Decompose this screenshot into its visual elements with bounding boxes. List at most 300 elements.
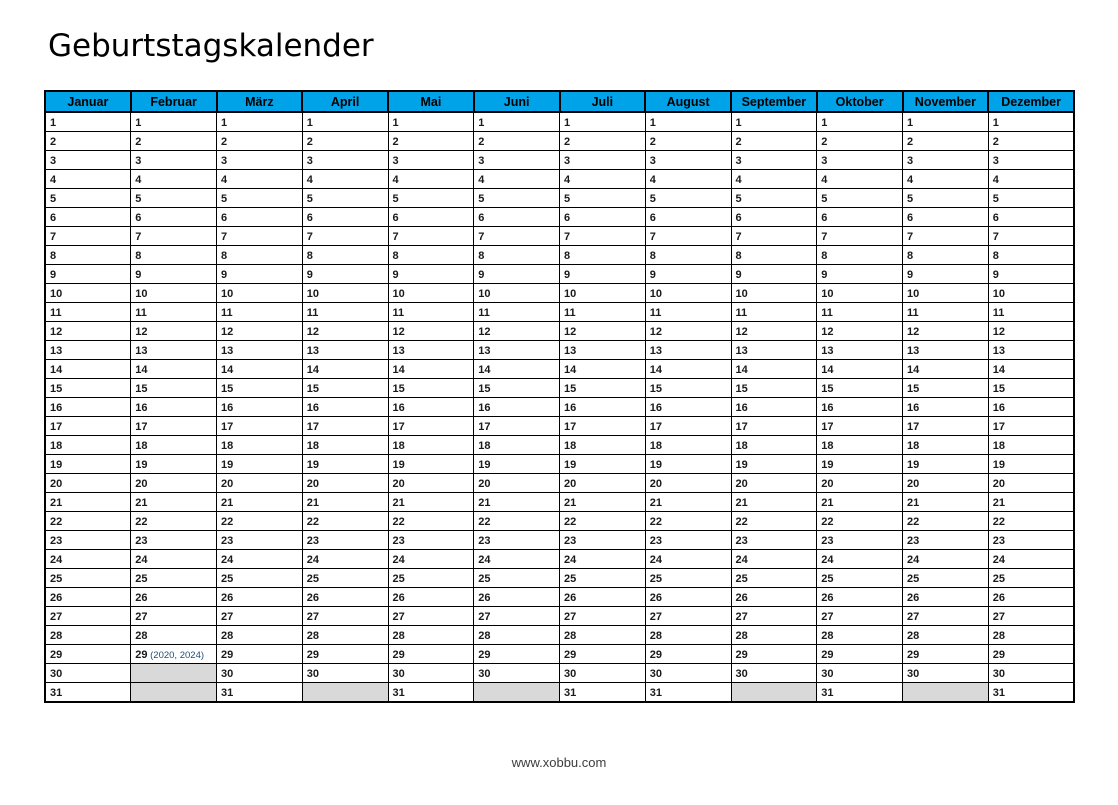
day-row-20 — [45, 474, 1074, 493]
cell-september-4 — [731, 170, 817, 189]
day-number: 15 — [564, 383, 577, 395]
cell-september-20 — [731, 474, 817, 493]
cell-februar-2 — [131, 132, 217, 151]
cell-september-2 — [731, 132, 817, 151]
month-header-juli: Juli — [560, 91, 646, 112]
day-number: 11 — [392, 307, 405, 319]
cell-august-22 — [645, 512, 731, 531]
cell-november-16 — [903, 398, 989, 417]
day-number: 31 — [392, 687, 405, 699]
day-number: 6 — [907, 212, 914, 224]
cell-august-16 — [645, 398, 731, 417]
cell-maerz-5 — [217, 189, 303, 208]
day-number: 5 — [221, 193, 228, 205]
day-number: 30 — [907, 668, 920, 680]
day-number: 17 — [992, 421, 1005, 433]
day-number: 4 — [992, 174, 999, 186]
cell-august-17 — [645, 417, 731, 436]
cell-maerz-23 — [217, 531, 303, 550]
day-number: 9 — [221, 269, 228, 281]
cell-juni-12 — [474, 322, 560, 341]
day-number: 12 — [221, 326, 234, 338]
cell-oktober-28 — [817, 626, 903, 645]
cell-mai-8 — [388, 246, 474, 265]
cell-september-17 — [731, 417, 817, 436]
cell-august-29 — [645, 645, 731, 664]
day-number: 9 — [735, 269, 742, 281]
cell-januar-30 — [45, 664, 131, 683]
cell-oktober-12 — [817, 322, 903, 341]
cell-april-8 — [302, 246, 388, 265]
day-number: 29 — [135, 649, 148, 661]
day-number: 11 — [306, 307, 319, 319]
cell-februar-4 — [131, 170, 217, 189]
cell-november-10 — [903, 284, 989, 303]
day-number: 22 — [478, 516, 491, 528]
day-number: 8 — [649, 250, 656, 262]
day-row-13 — [45, 341, 1074, 360]
cell-februar-1 — [131, 112, 217, 132]
cell-mai-18 — [388, 436, 474, 455]
day-number: 18 — [821, 440, 834, 452]
day-number: 22 — [821, 516, 834, 528]
day-number: 30 — [821, 668, 834, 680]
cell-oktober-1 — [817, 112, 903, 132]
day-number: 21 — [907, 497, 920, 509]
cell-april-30 — [302, 664, 388, 683]
cell-august-1 — [645, 112, 731, 132]
birthday-calendar-table — [44, 90, 1075, 703]
cell-april-29 — [302, 645, 388, 664]
cell-september-25 — [731, 569, 817, 588]
day-number: 10 — [821, 288, 834, 300]
day-number: 7 — [735, 231, 742, 243]
cell-dezember-12 — [988, 322, 1074, 341]
cell-juli-16 — [560, 398, 646, 417]
day-number: 2 — [735, 136, 742, 148]
cell-dezember-22 — [988, 512, 1074, 531]
day-number: 14 — [478, 364, 491, 376]
cell-september-16 — [731, 398, 817, 417]
cell-juli-19 — [560, 455, 646, 474]
month-header-row — [45, 91, 1074, 112]
cell-maerz-25 — [217, 569, 303, 588]
day-number: 23 — [221, 535, 234, 547]
cell-oktober-9 — [817, 265, 903, 284]
day-number: 8 — [392, 250, 399, 262]
cell-februar-24 — [131, 550, 217, 569]
cell-februar-19 — [131, 455, 217, 474]
cell-mai-9 — [388, 265, 474, 284]
cell-februar-29 — [131, 645, 217, 664]
day-number: 13 — [992, 345, 1005, 357]
cell-juni-30 — [474, 664, 560, 683]
day-number: 5 — [392, 193, 399, 205]
cell-januar-10 — [45, 284, 131, 303]
cell-april-12 — [302, 322, 388, 341]
cell-august-13 — [645, 341, 731, 360]
cell-november-5 — [903, 189, 989, 208]
cell-januar-12 — [45, 322, 131, 341]
cell-august-10 — [645, 284, 731, 303]
cell-maerz-27 — [217, 607, 303, 626]
cell-mai-5 — [388, 189, 474, 208]
day-number: 11 — [649, 307, 662, 319]
day-number: 27 — [221, 611, 234, 623]
cell-september-26 — [731, 588, 817, 607]
day-number: 17 — [478, 421, 491, 433]
day-number: 7 — [135, 231, 142, 243]
cell-april-21 — [302, 493, 388, 512]
day-number: 10 — [306, 288, 319, 300]
cell-mai-16 — [388, 398, 474, 417]
day-number: 23 — [907, 535, 920, 547]
day-number: 26 — [135, 592, 148, 604]
day-number: 25 — [821, 573, 834, 585]
cell-april-15 — [302, 379, 388, 398]
day-row-29 — [45, 645, 1074, 664]
cell-mai-21 — [388, 493, 474, 512]
day-number: 3 — [392, 155, 399, 167]
cell-september-29 — [731, 645, 817, 664]
cell-juni-21 — [474, 493, 560, 512]
cell-mai-29 — [388, 645, 474, 664]
cell-september-31 — [731, 683, 817, 703]
day-number: 11 — [478, 307, 490, 319]
day-number: 29 — [992, 649, 1005, 661]
day-number: 16 — [821, 402, 834, 414]
cell-november-24 — [903, 550, 989, 569]
day-number: 4 — [735, 174, 742, 186]
cell-februar-18 — [131, 436, 217, 455]
day-number: 10 — [392, 288, 405, 300]
cell-maerz-10 — [217, 284, 303, 303]
cell-mai-4 — [388, 170, 474, 189]
cell-september-10 — [731, 284, 817, 303]
day-number: 23 — [478, 535, 491, 547]
cell-april-25 — [302, 569, 388, 588]
day-number: 11 — [821, 307, 833, 319]
cell-september-11 — [731, 303, 817, 322]
day-number: 4 — [392, 174, 399, 186]
day-number: 29 — [735, 649, 748, 661]
cell-oktober-20 — [817, 474, 903, 493]
day-number: 3 — [649, 155, 656, 167]
cell-mai-13 — [388, 341, 474, 360]
cell-juni-18 — [474, 436, 560, 455]
cell-maerz-28 — [217, 626, 303, 645]
day-number: 21 — [306, 497, 319, 509]
month-header-februar: Februar — [131, 91, 217, 112]
day-number: 17 — [564, 421, 577, 433]
day-number: 13 — [392, 345, 405, 357]
day-number: 1 — [306, 117, 313, 129]
day-number: 1 — [821, 117, 828, 129]
day-row-12 — [45, 322, 1074, 341]
cell-oktober-16 — [817, 398, 903, 417]
day-number: 5 — [649, 193, 656, 205]
day-number: 19 — [392, 459, 405, 471]
day-number: 21 — [392, 497, 405, 509]
day-number: 15 — [992, 383, 1005, 395]
day-number: 12 — [135, 326, 148, 338]
cell-august-24 — [645, 550, 731, 569]
cell-april-13 — [302, 341, 388, 360]
day-row-2 — [45, 132, 1074, 151]
day-number: 24 — [478, 554, 491, 566]
cell-februar-23 — [131, 531, 217, 550]
cell-juli-18 — [560, 436, 646, 455]
day-number: 19 — [478, 459, 491, 471]
day-number: 20 — [564, 478, 577, 490]
day-number: 23 — [392, 535, 405, 547]
day-number: 28 — [306, 630, 319, 642]
cell-april-26 — [302, 588, 388, 607]
cell-februar-30 — [131, 664, 217, 683]
day-number: 8 — [50, 250, 57, 262]
cell-juli-25 — [560, 569, 646, 588]
cell-juni-23 — [474, 531, 560, 550]
cell-juli-4 — [560, 170, 646, 189]
day-number: 12 — [992, 326, 1005, 338]
cell-juli-17 — [560, 417, 646, 436]
page-title: Geburtstagskalender — [48, 28, 374, 64]
cell-maerz-8 — [217, 246, 303, 265]
day-number: 14 — [907, 364, 920, 376]
day-number: 30 — [392, 668, 405, 680]
cell-dezember-17 — [988, 417, 1074, 436]
cell-juli-22 — [560, 512, 646, 531]
cell-mai-23 — [388, 531, 474, 550]
cell-juli-5 — [560, 189, 646, 208]
day-number: 11 — [907, 307, 919, 319]
day-number: 21 — [135, 497, 148, 509]
cell-maerz-31 — [217, 683, 303, 703]
day-number: 23 — [821, 535, 834, 547]
day-number: 23 — [50, 535, 63, 547]
day-number: 9 — [392, 269, 399, 281]
day-number: 1 — [221, 117, 228, 129]
day-number: 15 — [735, 383, 748, 395]
cell-maerz-20 — [217, 474, 303, 493]
day-number: 25 — [392, 573, 405, 585]
cell-april-17 — [302, 417, 388, 436]
cell-juli-20 — [560, 474, 646, 493]
day-number: 20 — [992, 478, 1005, 490]
cell-dezember-24 — [988, 550, 1074, 569]
day-number: 2 — [50, 136, 57, 148]
cell-mai-15 — [388, 379, 474, 398]
day-number: 22 — [50, 516, 63, 528]
day-number: 6 — [221, 212, 228, 224]
day-number: 23 — [735, 535, 748, 547]
cell-november-7 — [903, 227, 989, 246]
day-number: 24 — [135, 554, 148, 566]
day-number: 6 — [50, 212, 57, 224]
day-number: 12 — [821, 326, 834, 338]
cell-juli-8 — [560, 246, 646, 265]
cell-februar-10 — [131, 284, 217, 303]
cell-juni-2 — [474, 132, 560, 151]
cell-mai-2 — [388, 132, 474, 151]
cell-juni-7 — [474, 227, 560, 246]
day-number: 13 — [821, 345, 834, 357]
day-number: 18 — [135, 440, 148, 452]
cell-juli-28 — [560, 626, 646, 645]
day-number: 3 — [564, 155, 571, 167]
day-number: 4 — [306, 174, 313, 186]
cell-juli-29 — [560, 645, 646, 664]
month-header-juni: Juni — [474, 91, 560, 112]
day-number: 16 — [907, 402, 920, 414]
day-number: 26 — [992, 592, 1005, 604]
cell-februar-12 — [131, 322, 217, 341]
day-number: 18 — [907, 440, 920, 452]
day-number: 19 — [50, 459, 63, 471]
cell-april-1 — [302, 112, 388, 132]
cell-august-27 — [645, 607, 731, 626]
day-number: 10 — [564, 288, 577, 300]
cell-maerz-26 — [217, 588, 303, 607]
cell-maerz-12 — [217, 322, 303, 341]
cell-februar-25 — [131, 569, 217, 588]
cell-april-11 — [302, 303, 388, 322]
cell-juli-3 — [560, 151, 646, 170]
cell-august-7 — [645, 227, 731, 246]
cell-juli-6 — [560, 208, 646, 227]
cell-mai-14 — [388, 360, 474, 379]
day-number: 19 — [564, 459, 577, 471]
day-number: 18 — [221, 440, 234, 452]
day-number: 20 — [135, 478, 148, 490]
cell-oktober-15 — [817, 379, 903, 398]
day-number: 2 — [992, 136, 999, 148]
cell-juli-11 — [560, 303, 646, 322]
cell-august-12 — [645, 322, 731, 341]
day-number: 9 — [564, 269, 571, 281]
cell-juli-15 — [560, 379, 646, 398]
day-number: 2 — [907, 136, 914, 148]
day-number: 28 — [135, 630, 148, 642]
cell-januar-7 — [45, 227, 131, 246]
cell-mai-28 — [388, 626, 474, 645]
day-number: 28 — [821, 630, 834, 642]
day-number: 19 — [907, 459, 920, 471]
day-number: 23 — [564, 535, 577, 547]
day-number: 9 — [907, 269, 914, 281]
cell-september-23 — [731, 531, 817, 550]
day-number: 20 — [221, 478, 234, 490]
cell-oktober-10 — [817, 284, 903, 303]
day-number: 8 — [135, 250, 142, 262]
day-number: 28 — [50, 630, 63, 642]
cell-januar-1 — [45, 112, 131, 132]
day-number: 29 — [50, 649, 63, 661]
day-number: 24 — [649, 554, 662, 566]
day-row-25 — [45, 569, 1074, 588]
day-number: 7 — [992, 231, 999, 243]
cell-august-23 — [645, 531, 731, 550]
cell-august-19 — [645, 455, 731, 474]
cell-oktober-14 — [817, 360, 903, 379]
day-number: 14 — [221, 364, 234, 376]
cell-august-21 — [645, 493, 731, 512]
cell-februar-21 — [131, 493, 217, 512]
cell-mai-17 — [388, 417, 474, 436]
cell-oktober-21 — [817, 493, 903, 512]
cell-maerz-4 — [217, 170, 303, 189]
cell-dezember-27 — [988, 607, 1074, 626]
day-number: 29 — [478, 649, 491, 661]
day-number: 23 — [992, 535, 1005, 547]
cell-juni-11 — [474, 303, 560, 322]
day-number: 21 — [50, 497, 63, 509]
day-number: 2 — [135, 136, 142, 148]
day-number: 3 — [478, 155, 485, 167]
cell-juli-14 — [560, 360, 646, 379]
cell-februar-13 — [131, 341, 217, 360]
day-number: 25 — [564, 573, 577, 585]
day-number: 3 — [135, 155, 142, 167]
cell-april-4 — [302, 170, 388, 189]
day-number: 1 — [478, 117, 485, 129]
day-number: 28 — [478, 630, 491, 642]
cell-mai-24 — [388, 550, 474, 569]
day-number: 15 — [907, 383, 920, 395]
cell-september-9 — [731, 265, 817, 284]
day-number: 26 — [821, 592, 834, 604]
day-number: 6 — [564, 212, 571, 224]
cell-oktober-31 — [817, 683, 903, 703]
day-row-1 — [45, 112, 1074, 132]
cell-februar-6 — [131, 208, 217, 227]
cell-november-13 — [903, 341, 989, 360]
cell-mai-10 — [388, 284, 474, 303]
day-number: 17 — [135, 421, 148, 433]
day-number: 12 — [564, 326, 577, 338]
cell-maerz-21 — [217, 493, 303, 512]
day-number: 8 — [306, 250, 313, 262]
day-number: 20 — [478, 478, 491, 490]
cell-oktober-11 — [817, 303, 903, 322]
day-number: 19 — [306, 459, 319, 471]
cell-august-11 — [645, 303, 731, 322]
day-number: 11 — [564, 307, 576, 319]
cell-mai-19 — [388, 455, 474, 474]
day-number: 10 — [992, 288, 1005, 300]
cell-dezember-23 — [988, 531, 1074, 550]
day-number: 23 — [306, 535, 319, 547]
cell-juli-27 — [560, 607, 646, 626]
day-number: 14 — [135, 364, 148, 376]
cell-dezember-16 — [988, 398, 1074, 417]
cell-januar-3 — [45, 151, 131, 170]
day-number: 14 — [306, 364, 319, 376]
cell-mai-6 — [388, 208, 474, 227]
day-number: 2 — [649, 136, 656, 148]
cell-februar-7 — [131, 227, 217, 246]
cell-mai-1 — [388, 112, 474, 132]
day-number: 16 — [135, 402, 148, 414]
cell-april-27 — [302, 607, 388, 626]
day-number: 22 — [306, 516, 319, 528]
cell-dezember-30 — [988, 664, 1074, 683]
day-number: 3 — [907, 155, 914, 167]
cell-juni-24 — [474, 550, 560, 569]
cell-mai-7 — [388, 227, 474, 246]
day-row-22 — [45, 512, 1074, 531]
day-number: 15 — [649, 383, 662, 395]
